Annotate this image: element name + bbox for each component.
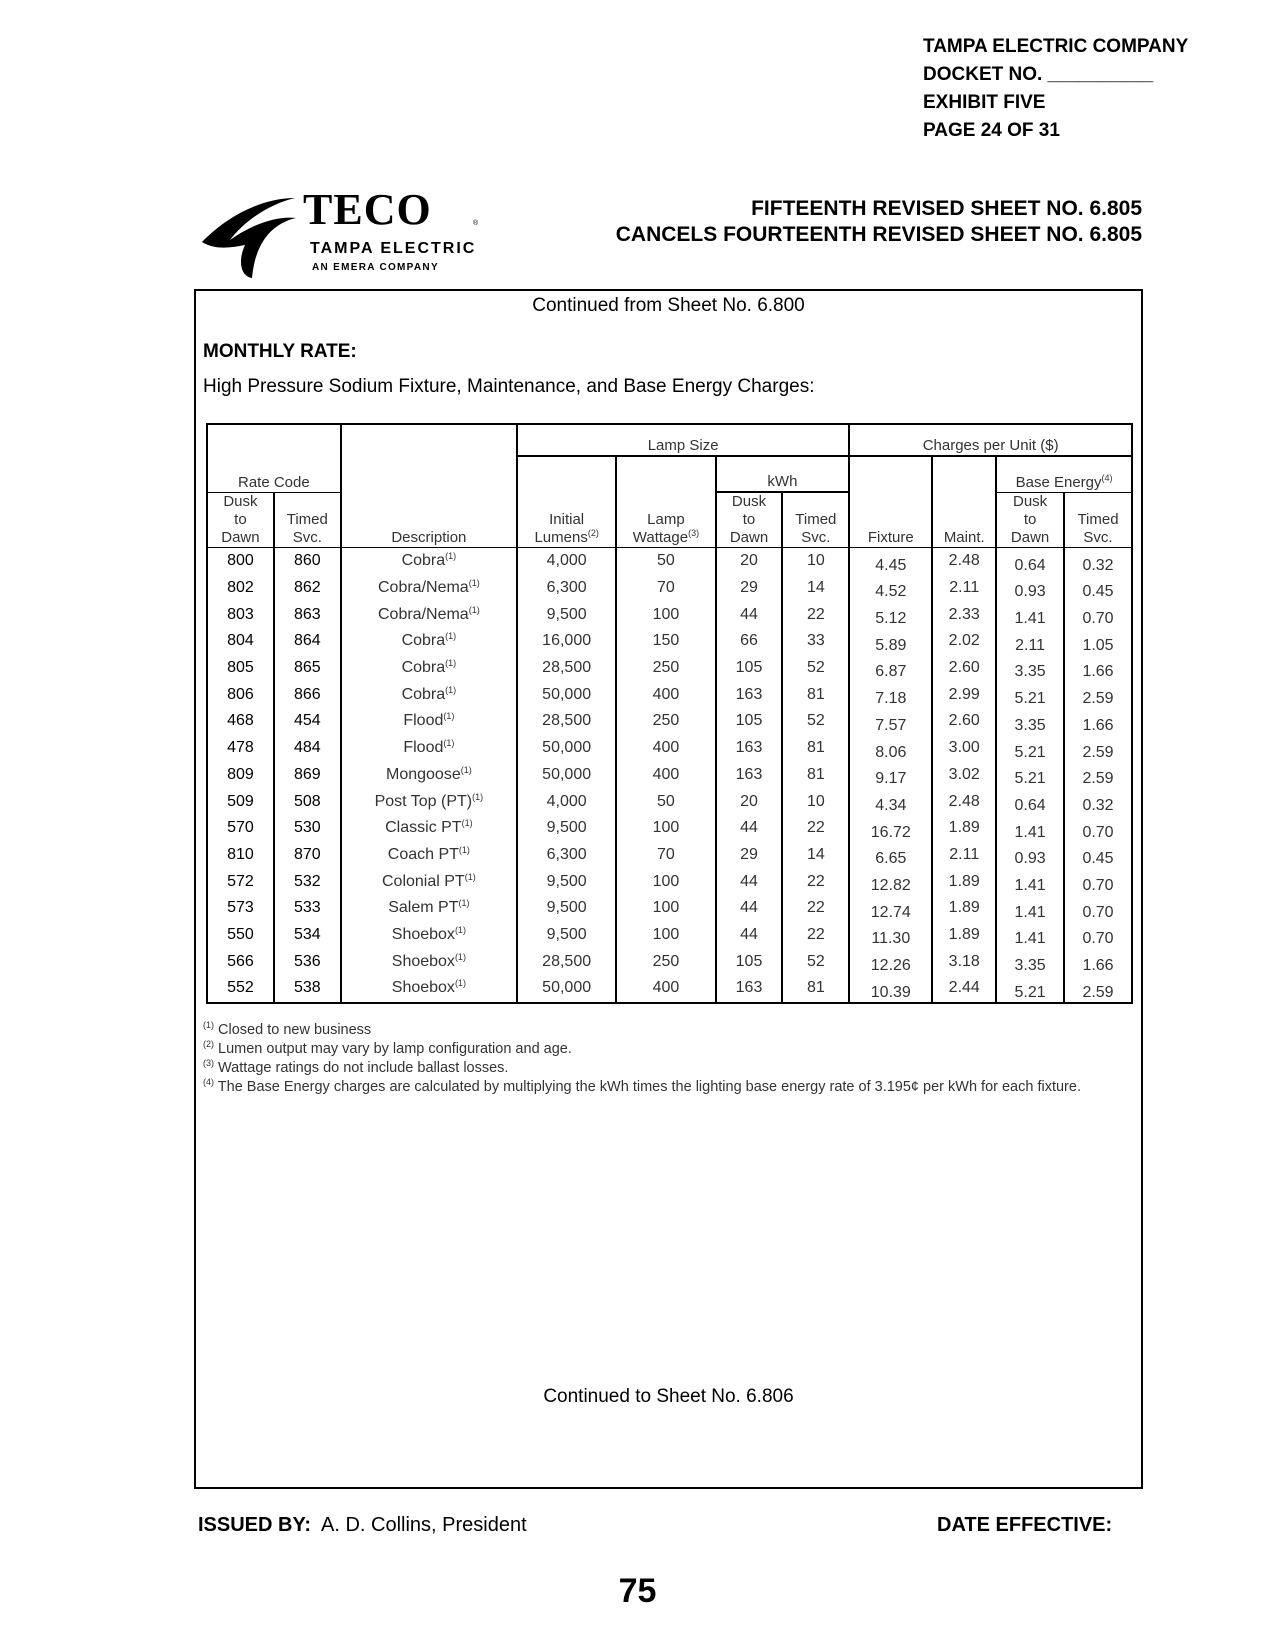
sheet-number	[616, 196, 1142, 248]
cell-kwh-d: 29	[716, 842, 783, 869]
rate-code-header-cell	[207, 424, 341, 492]
page-of-label: PAGE 24 OF 31	[923, 120, 1060, 141]
table-row	[207, 815, 1132, 842]
dusk-to-dawn-header: Dusk to Dawn	[207, 492, 274, 548]
cell-be-t: 1.05	[1064, 628, 1132, 655]
cell-dusk: 572	[207, 868, 274, 895]
cell-kwh-d: 20	[716, 788, 783, 815]
cell-lumens: 9,500	[517, 815, 616, 842]
cell-desc: Shoebox$^{(1)}$	[341, 975, 517, 1003]
cell-maint: 2.44	[932, 975, 996, 1003]
logo-tagline: AN EMERA COMPANY	[312, 262, 439, 273]
cell-maint: 2.02	[932, 628, 996, 655]
rate-code-header: Rate Code	[238, 473, 310, 491]
cell-maint: 2.60	[932, 708, 996, 735]
cell-kwh-t: 22	[782, 868, 849, 895]
cell-desc: Cobra$^{(1)}$	[341, 628, 517, 655]
cell-maint: 1.89	[932, 895, 996, 922]
cell-be-t: 0.45	[1064, 575, 1132, 602]
cell-watt: 100	[616, 922, 715, 949]
cell-kwh-t: 22	[782, 601, 849, 628]
cell-kwh-t: 22	[782, 815, 849, 842]
cell-watt: 70	[616, 842, 715, 869]
cell-kwh-t: 52	[782, 655, 849, 682]
cell-be-d: 0.64	[996, 548, 1064, 575]
cell-watt: 100	[616, 815, 715, 842]
cell-lumens: 16,000	[517, 628, 616, 655]
footnotes	[203, 1021, 1128, 1097]
cell-kwh-t: 33	[782, 628, 849, 655]
cell-lumens: 4,000	[517, 788, 616, 815]
table-row	[207, 681, 1132, 708]
cell-be-t: 0.70	[1064, 895, 1132, 922]
cell-maint: 2.48	[932, 548, 996, 575]
cell-kwh-t: 22	[782, 895, 849, 922]
cell-dusk: 478	[207, 735, 274, 762]
cell-fixture: 12.26	[849, 948, 932, 975]
kwh-dusk-header: Dusk to Dawn	[716, 492, 783, 548]
sheet-line-2: CANCELS FOURTEENTH REVISED SHEET NO. 6.805	[615, 223, 1142, 246]
cell-lumens: 9,500	[517, 922, 616, 949]
rate-table-body	[207, 548, 1132, 1003]
cell-dusk: 810	[207, 842, 274, 869]
cell-dusk: 573	[207, 895, 274, 922]
cell-desc: Cobra$^{(1)}$	[341, 655, 517, 682]
cell-lumens: 9,500	[517, 601, 616, 628]
cell-be-t: 0.70	[1064, 868, 1132, 895]
cell-kwh-t: 14	[782, 575, 849, 602]
cell-desc: Cobra/Nema$^{(1)}$	[341, 575, 517, 602]
cell-kwh-d: 163	[716, 762, 783, 789]
cell-lumens: 28,500	[517, 655, 616, 682]
issued-by-label: ISSUED BY:	[198, 1514, 311, 1536]
cell-watt: 150	[616, 628, 715, 655]
swoosh-icon	[200, 190, 300, 280]
table-row	[207, 842, 1132, 869]
table-row	[207, 655, 1132, 682]
cell-be-d: 1.41	[996, 868, 1064, 895]
cell-kwh-d: 105	[716, 948, 783, 975]
cell-be-t: 2.59	[1064, 681, 1132, 708]
cell-maint: 1.89	[932, 868, 996, 895]
footnote-2: $^{(2)}$ Lumen output may vary by lamp configuration and age.	[203, 1039, 572, 1057]
cell-be-t: 0.70	[1064, 601, 1132, 628]
maint-header: Maint.	[932, 456, 996, 548]
cell-watt: 70	[616, 575, 715, 602]
date-effective: DATE EFFECTIVE:	[937, 1514, 1113, 1536]
cell-maint: 1.89	[932, 815, 996, 842]
company-name: TAMPA ELECTRIC COMPANY	[923, 36, 1189, 57]
cell-maint: 2.48	[932, 788, 996, 815]
cell-lumens: 9,500	[517, 868, 616, 895]
cell-dusk: 809	[207, 762, 274, 789]
table-row	[207, 975, 1132, 1003]
kwh-header: kWh	[716, 456, 850, 492]
cell-lumens: 4,000	[517, 548, 616, 575]
charges-header: Charges per Unit ($)	[849, 424, 1132, 456]
continued-to: Continued to Sheet No. 6.806	[543, 1386, 794, 1407]
cell-timed: 869	[274, 762, 341, 789]
cell-kwh-t: 81	[782, 735, 849, 762]
cell-dusk: 570	[207, 815, 274, 842]
cell-be-t: 2.59	[1064, 735, 1132, 762]
cell-fixture: 6.87	[849, 655, 932, 682]
cell-be-d: 5.21	[996, 975, 1064, 1003]
cell-timed: 508	[274, 788, 341, 815]
cell-watt: 50	[616, 788, 715, 815]
cell-fixture: 5.89	[849, 628, 932, 655]
cell-kwh-d: 66	[716, 628, 783, 655]
cell-kwh-t: 81	[782, 762, 849, 789]
cell-watt: 100	[616, 868, 715, 895]
description-header: Description	[391, 529, 467, 546]
cell-timed: 534	[274, 922, 341, 949]
cell-watt: 250	[616, 708, 715, 735]
cell-kwh-d: 44	[716, 601, 783, 628]
cell-watt: 400	[616, 735, 715, 762]
cell-watt: 400	[616, 681, 715, 708]
logo-brand: TECO	[303, 185, 432, 234]
base-energy-header: Base Energy$^{(4)}$	[996, 456, 1132, 492]
cell-watt: 250	[616, 655, 715, 682]
cell-be-d: 1.41	[996, 895, 1064, 922]
issued-by-name: A. D. Collins, President	[321, 1514, 527, 1536]
description-header-cell	[341, 424, 517, 548]
cell-be-d: 1.41	[996, 815, 1064, 842]
table-row	[207, 868, 1132, 895]
fixture-header: Fixture	[849, 456, 932, 548]
cell-fixture: 6.65	[849, 842, 932, 869]
continued-from: Continued from Sheet No. 6.800	[532, 295, 805, 316]
table-row	[207, 922, 1132, 949]
cell-dusk: 566	[207, 948, 274, 975]
cell-kwh-t: 22	[782, 922, 849, 949]
cell-desc: Colonial PT$^{(1)}$	[341, 868, 517, 895]
cell-timed: 532	[274, 868, 341, 895]
cell-be-t: 1.66	[1064, 655, 1132, 682]
cell-fixture: 7.18	[849, 681, 932, 708]
cell-dusk: 800	[207, 548, 274, 575]
cell-kwh-d: 163	[716, 735, 783, 762]
cell-kwh-t: 52	[782, 708, 849, 735]
cell-lumens: 28,500	[517, 948, 616, 975]
cell-be-t: 2.59	[1064, 762, 1132, 789]
cell-be-t: 0.32	[1064, 548, 1132, 575]
cell-dusk: 802	[207, 575, 274, 602]
cell-kwh-t: 10	[782, 548, 849, 575]
cell-maint: 2.33	[932, 601, 996, 628]
cell-dusk: 552	[207, 975, 274, 1003]
cell-be-t: 1.66	[1064, 948, 1132, 975]
table-row	[207, 708, 1132, 735]
cell-be-d: 5.21	[996, 762, 1064, 789]
cell-fixture: 5.12	[849, 601, 932, 628]
cell-be-t: 0.70	[1064, 922, 1132, 949]
table-row	[207, 948, 1132, 975]
cell-be-t: 0.45	[1064, 842, 1132, 869]
table-row	[207, 628, 1132, 655]
cell-maint: 3.00	[932, 735, 996, 762]
cell-timed: 454	[274, 708, 341, 735]
cell-kwh-t: 52	[782, 948, 849, 975]
cell-kwh-d: 20	[716, 548, 783, 575]
cell-dusk: 804	[207, 628, 274, 655]
issued-by	[198, 1514, 527, 1537]
cell-maint: 1.89	[932, 922, 996, 949]
cell-fixture: 16.72	[849, 815, 932, 842]
lamp-wattage-header: Lamp Wattage$^{(3)}$	[616, 456, 715, 548]
cell-maint: 3.02	[932, 762, 996, 789]
cell-timed: 865	[274, 655, 341, 682]
cell-desc: Classic PT$^{(1)}$	[341, 815, 517, 842]
cell-dusk: 805	[207, 655, 274, 682]
cell-kwh-d: 44	[716, 895, 783, 922]
cell-kwh-d: 105	[716, 655, 783, 682]
cell-be-d: 5.21	[996, 681, 1064, 708]
cell-be-d: 3.35	[996, 948, 1064, 975]
cell-maint: 2.99	[932, 681, 996, 708]
cell-be-d: 0.93	[996, 575, 1064, 602]
cell-dusk: 806	[207, 681, 274, 708]
cell-watt: 400	[616, 762, 715, 789]
cell-timed: 538	[274, 975, 341, 1003]
table-row	[207, 548, 1132, 575]
footnote-3: $^{(3)}$ Wattage ratings do not include ballast losses.	[203, 1058, 509, 1076]
cell-timed: 862	[274, 575, 341, 602]
cell-dusk: 468	[207, 708, 274, 735]
cell-dusk: 509	[207, 788, 274, 815]
cell-lumens: 50,000	[517, 681, 616, 708]
table-row	[207, 788, 1132, 815]
cell-lumens: 28,500	[517, 708, 616, 735]
cell-fixture: 4.34	[849, 788, 932, 815]
cell-dusk: 550	[207, 922, 274, 949]
table-row	[207, 762, 1132, 789]
base-dusk-header: Dusk to Dawn	[996, 492, 1064, 548]
cell-kwh-d: 29	[716, 575, 783, 602]
cell-kwh-d: 44	[716, 815, 783, 842]
cell-lumens: 9,500	[517, 895, 616, 922]
cell-lumens: 6,300	[517, 842, 616, 869]
initial-lumens-header: Initial Lumens$^{(2)}$	[517, 456, 616, 548]
table-row	[207, 575, 1132, 602]
cell-be-t: 2.59	[1064, 975, 1132, 1003]
cell-lumens: 50,000	[517, 762, 616, 789]
docket-number: DOCKET NO. __________	[923, 64, 1154, 85]
cell-kwh-d: 105	[716, 708, 783, 735]
cell-maint: 2.11	[932, 575, 996, 602]
cell-fixture: 7.57	[849, 708, 932, 735]
cell-kwh-d: 44	[716, 922, 783, 949]
cell-be-t: 1.66	[1064, 708, 1132, 735]
timed-svc-header: Timed Svc.	[274, 492, 341, 548]
cell-desc: Salem PT$^{(1)}$	[341, 895, 517, 922]
cell-watt: 100	[616, 895, 715, 922]
cell-timed: 860	[274, 548, 341, 575]
table-row	[207, 895, 1132, 922]
table-row	[207, 601, 1132, 628]
cell-timed: 866	[274, 681, 341, 708]
cell-kwh-d: 163	[716, 681, 783, 708]
cell-timed: 530	[274, 815, 341, 842]
cell-fixture: 8.06	[849, 735, 932, 762]
cell-lumens: 50,000	[517, 735, 616, 762]
cell-timed: 863	[274, 601, 341, 628]
cell-kwh-d: 44	[716, 868, 783, 895]
cell-watt: 250	[616, 948, 715, 975]
rate-subtitle: High Pressure Sodium Fixture, Maintenance, and Base Energy Charges:	[203, 376, 815, 397]
document-header	[923, 33, 1188, 145]
cell-timed: 864	[274, 628, 341, 655]
cell-be-d: 3.35	[996, 655, 1064, 682]
cell-kwh-t: 81	[782, 681, 849, 708]
logo-company-name: TAMPA ELECTRIC	[310, 240, 477, 257]
cell-desc: Mongoose$^{(1)}$	[341, 762, 517, 789]
footnote-4: $^{(4)}$ The Base Energy charges are calculated by multiplying the kWh times the lighting base energy rate of 3.195¢ per kWh for each fixture.	[203, 1077, 1081, 1095]
lamp-size-header: Lamp Size	[517, 424, 849, 456]
cell-timed: 484	[274, 735, 341, 762]
footnote-1: $^{(1)}$ Closed to new business	[203, 1020, 372, 1038]
cell-desc: Flood$^{(1)}$	[341, 735, 517, 762]
cell-be-d: 5.21	[996, 735, 1064, 762]
cell-fixture: 12.74	[849, 895, 932, 922]
cell-desc: Cobra$^{(1)}$	[341, 681, 517, 708]
exhibit-label: EXHIBIT FIVE	[923, 92, 1046, 113]
cell-be-d: 2.11	[996, 628, 1064, 655]
cell-be-t: 0.70	[1064, 815, 1132, 842]
kwh-timed-header: Timed Svc.	[782, 492, 849, 548]
cell-desc: Coach PT$^{(1)}$	[341, 842, 517, 869]
cell-timed: 870	[274, 842, 341, 869]
cell-timed: 536	[274, 948, 341, 975]
tariff-frame	[194, 289, 1143, 1489]
base-timed-header: Timed Svc.	[1064, 492, 1132, 548]
cell-desc: Shoebox$^{(1)}$	[341, 948, 517, 975]
cell-desc: Cobra/Nema$^{(1)}$	[341, 601, 517, 628]
monthly-rate-heading: MONTHLY RATE:	[203, 341, 357, 362]
cell-kwh-t: 81	[782, 975, 849, 1003]
cell-be-d: 3.35	[996, 708, 1064, 735]
cell-timed: 533	[274, 895, 341, 922]
cell-fixture: 9.17	[849, 762, 932, 789]
cell-dusk: 803	[207, 601, 274, 628]
page-number: 75	[618, 1572, 657, 1610]
cell-fixture: 4.45	[849, 548, 932, 575]
teco-logo: TECO ® TAMPA ELECTRIC AN EMERA COMPANY	[200, 190, 520, 280]
cell-maint: 3.18	[932, 948, 996, 975]
cell-lumens: 50,000	[517, 975, 616, 1003]
cell-be-d: 0.64	[996, 788, 1064, 815]
cell-lumens: 6,300	[517, 575, 616, 602]
cell-be-t: 0.32	[1064, 788, 1132, 815]
cell-kwh-t: 10	[782, 788, 849, 815]
cell-kwh-t: 14	[782, 842, 849, 869]
cell-desc: Post Top (PT)$^{(1)}$	[341, 788, 517, 815]
cell-kwh-d: 163	[716, 975, 783, 1003]
cell-fixture: 10.39	[849, 975, 932, 1003]
cell-maint: 2.11	[932, 842, 996, 869]
cell-desc: Cobra$^{(1)}$	[341, 548, 517, 575]
rate-table	[206, 423, 1133, 1004]
cell-watt: 400	[616, 975, 715, 1003]
cell-watt: 50	[616, 548, 715, 575]
cell-be-d: 1.41	[996, 922, 1064, 949]
cell-watt: 100	[616, 601, 715, 628]
cell-fixture: 11.30	[849, 922, 932, 949]
cell-fixture: 12.82	[849, 868, 932, 895]
cell-fixture: 4.52	[849, 575, 932, 602]
table-row	[207, 735, 1132, 762]
cell-be-d: 1.41	[996, 601, 1064, 628]
cell-desc: Shoebox$^{(1)}$	[341, 922, 517, 949]
cell-be-d: 0.93	[996, 842, 1064, 869]
sheet-line-1: FIFTEENTH REVISED SHEET NO. 6.805	[751, 197, 1142, 220]
cell-maint: 2.60	[932, 655, 996, 682]
cell-desc: Flood$^{(1)}$	[341, 708, 517, 735]
